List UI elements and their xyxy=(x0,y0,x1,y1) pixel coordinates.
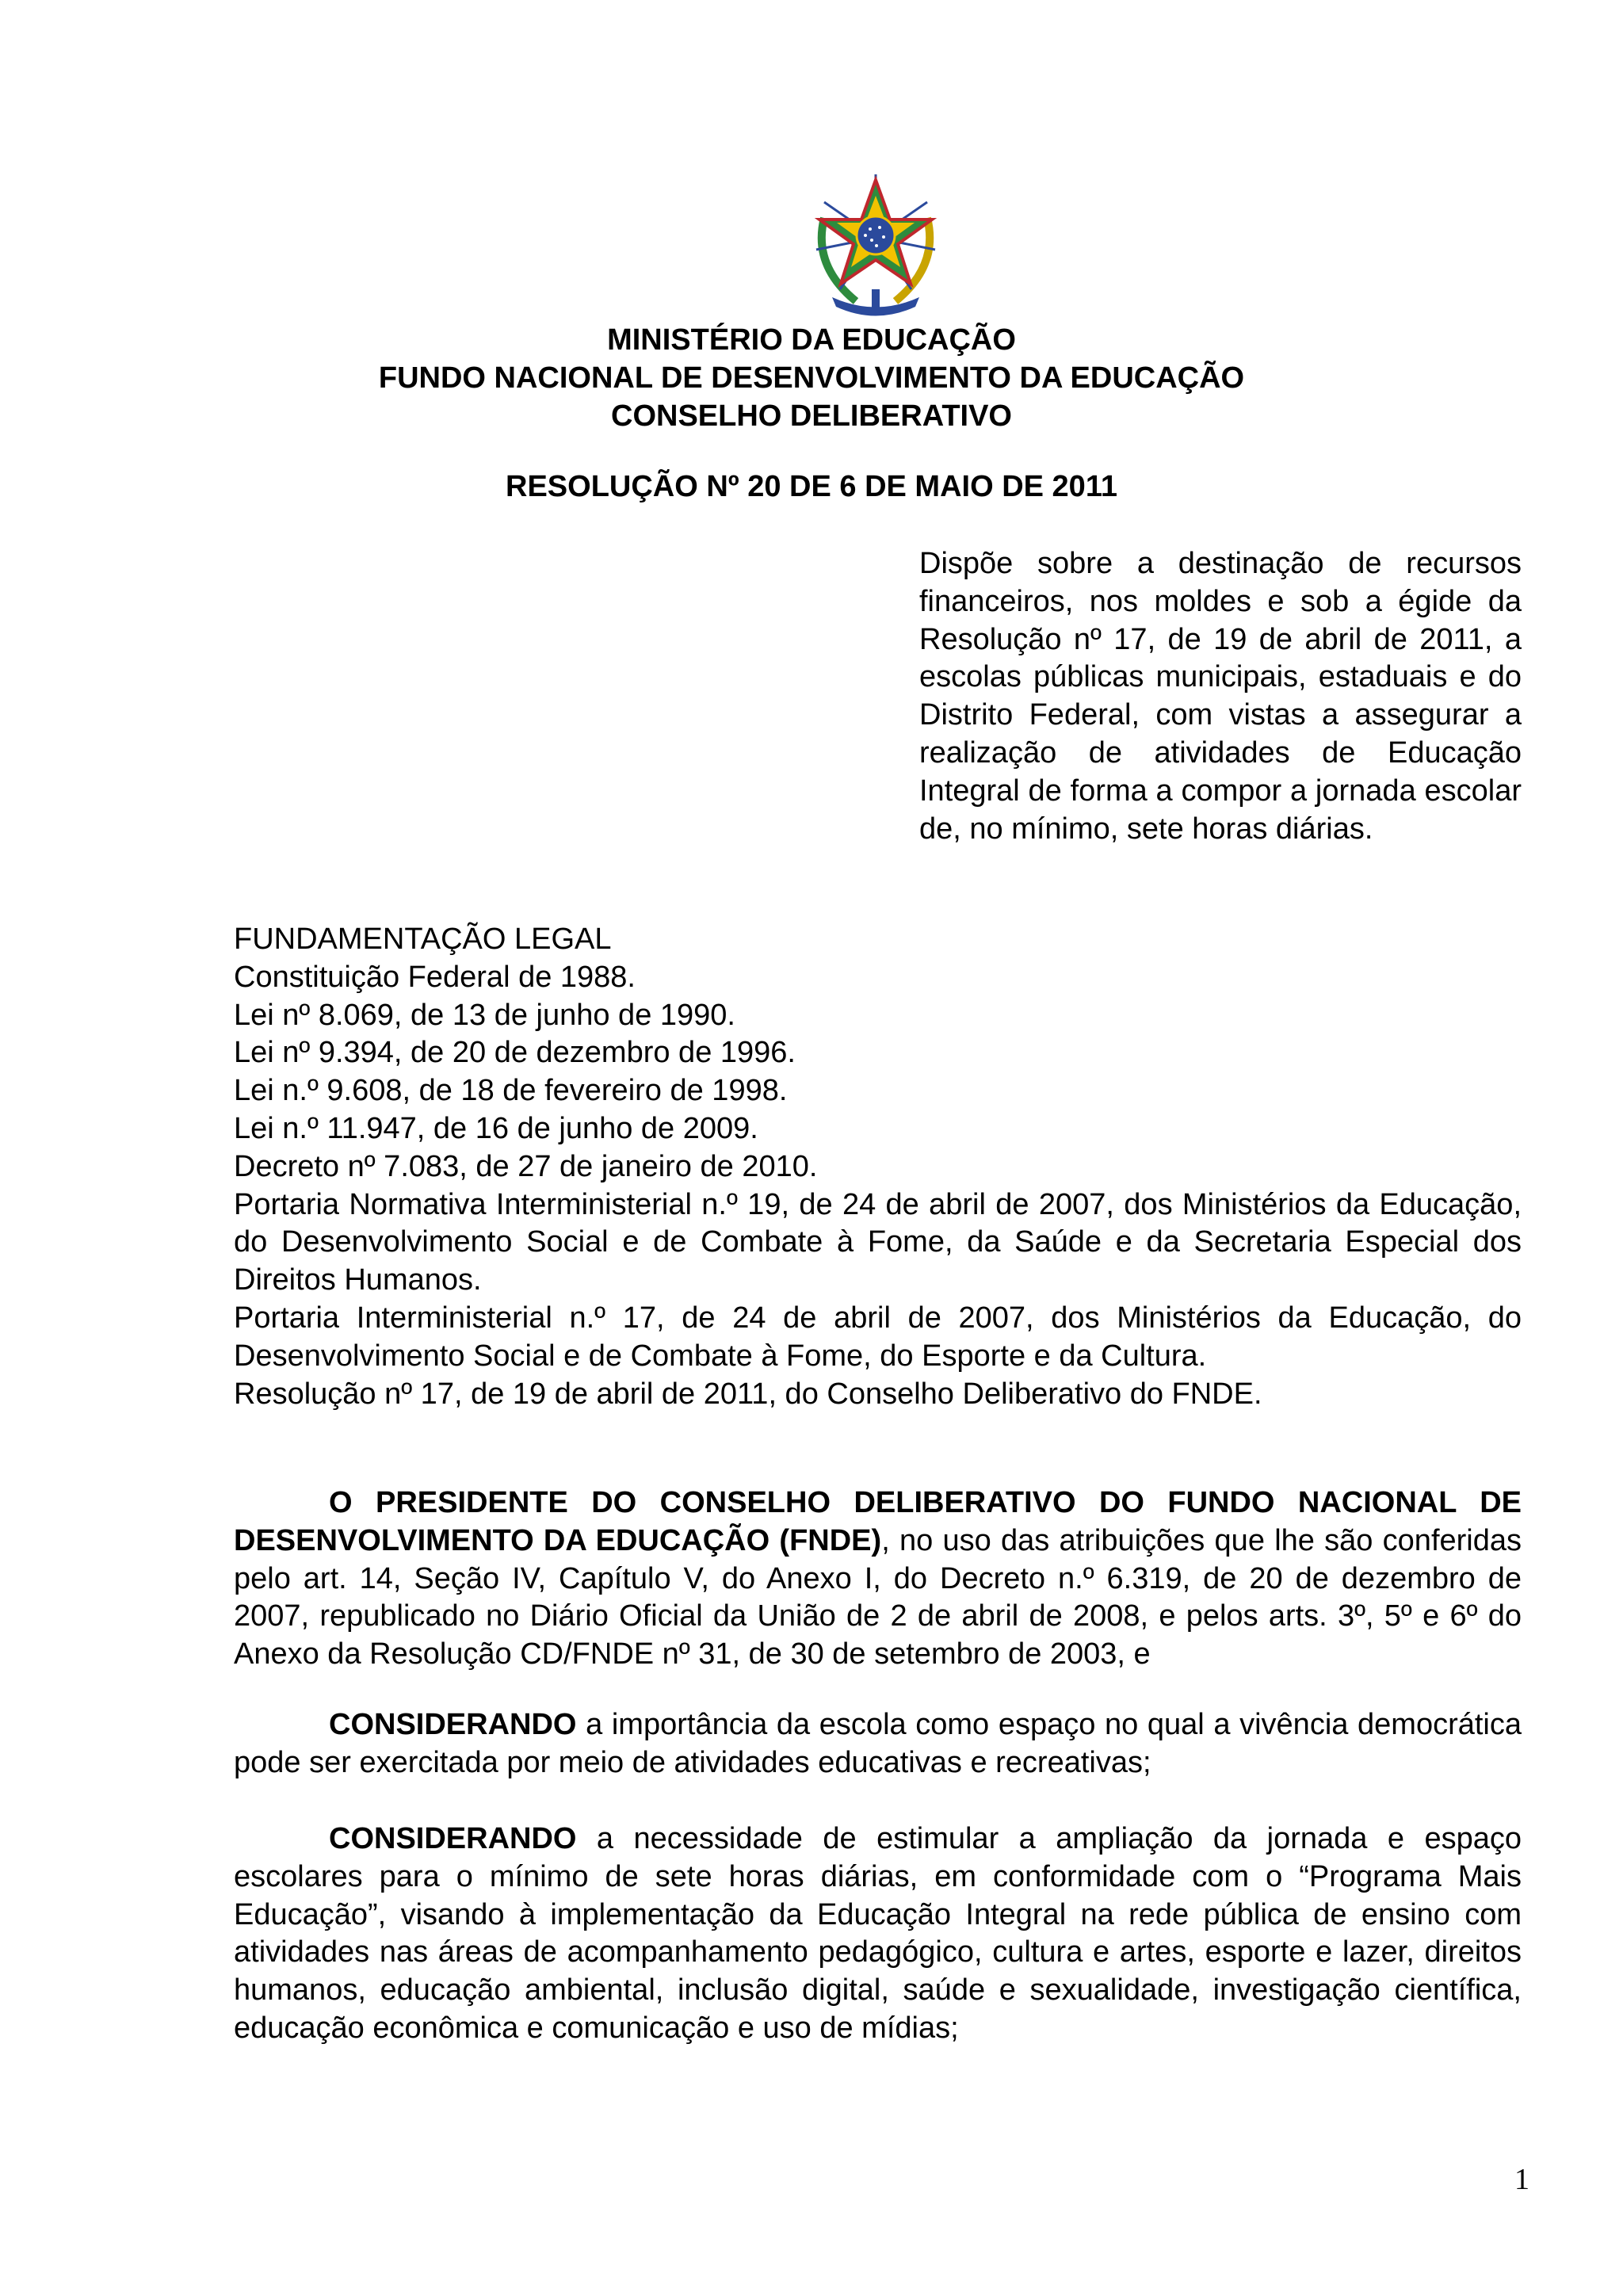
consideration-paragraph xyxy=(234,1706,1522,1782)
legal-basis-item: Decreto nº 7.083, de 27 de janeiro de 2010. xyxy=(234,1149,818,1183)
page-number: 1 xyxy=(1514,2163,1529,2196)
legal-basis-item: Lei n.º 11.947, de 16 de junho de 2009. xyxy=(234,1111,758,1145)
legal-basis-item: Portaria Normativa Interministerial n.º 19, de 24 de abril de 2007, dos Ministérios da Educação, do Desenvolvimento Social e de Combate à Fome, da Saúde e da Secretaria Especial dos Direitos Humanos. xyxy=(234,1187,1522,1297)
president-text: , no uso das atribuições que lhe são conferidas pelo art. 14, Seção IV, Capítulo V, do Anexo I, do Decreto n.º 6.319, de 20 de dezembro de 2007, republicado no Diário Oficial da União de 2 de abril de 2008, e pelos arts. 3º, 5º e 6º do Anexo da Resolução CD/FNDE nº 31, de 30 de setembro de 2003, e xyxy=(234,1523,1522,1671)
resolution-title: RESOLUÇÃO Nº 20 DE 6 DE MAIO DE 2011 xyxy=(506,470,1117,503)
legal-basis-item: Constituição Federal de 1988. xyxy=(234,960,636,994)
ministry-header xyxy=(0,321,1623,435)
consideration-text: a necessidade de estimular a ampliação da jornada e espaço escolares para o mínimo de sete horas diárias, em conformidade com o “Programa Mais Educação”, visando à implementação da Educação Integral na rede pública de ensino com atividades nas áreas de acompanhamento pedagógico, cultura e artes, esporte e lazer, direitos humanos, educação ambiental, inclusão digital, saúde e sexualidade, investigação científica, educação econômica e comunicação e uso de mídias; xyxy=(234,1822,1522,2045)
header-line-ministry: MINISTÉRIO DA EDUCAÇÃO xyxy=(607,323,1016,357)
legal-basis-item: Portaria Interministerial n.º 17, de 24 de abril de 2007, dos Ministérios da Educação, do Desenvolvimento Social e de Combate à Fome, do Esporte e da Cultura. xyxy=(234,1301,1522,1373)
consideration-keyword: CONSIDERANDO xyxy=(329,1822,577,1855)
legal-basis xyxy=(234,921,1522,1413)
legal-basis-title: FUNDAMENTAÇÃO LEGAL xyxy=(234,923,612,956)
legal-basis-item: Lei nº 8.069, de 13 de junho de 1990. xyxy=(234,998,735,1032)
resolution-summary: Dispõe sobre a destinação de recursos financeiros, nos moldes e sob a égide da Resolução nº 17, de 19 de abril de 2011, a escolas públicas municipais, estaduais e do Distrito Federal, com vistas a assegurar a realização de atividades de Educação Integral de forma a compor a jornada escolar de, no mínimo, sete horas diárias. xyxy=(919,547,1522,846)
consideration-text: a importância da escola como espaço no qual a vivência democrática pode ser exercitada por meio de atividades educativas e recreativas; xyxy=(234,1708,1522,1779)
legal-basis-item: Resolução nº 17, de 19 de abril de 2011, do Conselho Deliberativo do FNDE. xyxy=(234,1377,1262,1411)
header-line-fund: FUNDO NACIONAL DE DESENVOLVIMENTO DA EDUCAÇÃO xyxy=(378,361,1245,395)
consideration-paragraph xyxy=(234,1820,1522,2048)
consideration-keyword: CONSIDERANDO xyxy=(329,1708,577,1741)
legal-basis-item: Lei n.º 9.608, de 18 de fevereiro de 1998. xyxy=(234,1074,788,1108)
legal-basis-item: Lei nº 9.394, de 20 de dezembro de 1996. xyxy=(234,1036,796,1070)
brazil-coat-of-arms-icon xyxy=(808,170,943,317)
header-line-council: CONSELHO DELIBERATIVO xyxy=(611,399,1012,433)
president-paragraph xyxy=(234,1484,1522,1674)
president-title: O PRESIDENTE DO CONSELHO DELIBERATIVO DO FUNDO NACIONAL DE DESENVOLVIMENTO DA EDUCAÇÃO (FNDE) xyxy=(234,1486,1522,1557)
